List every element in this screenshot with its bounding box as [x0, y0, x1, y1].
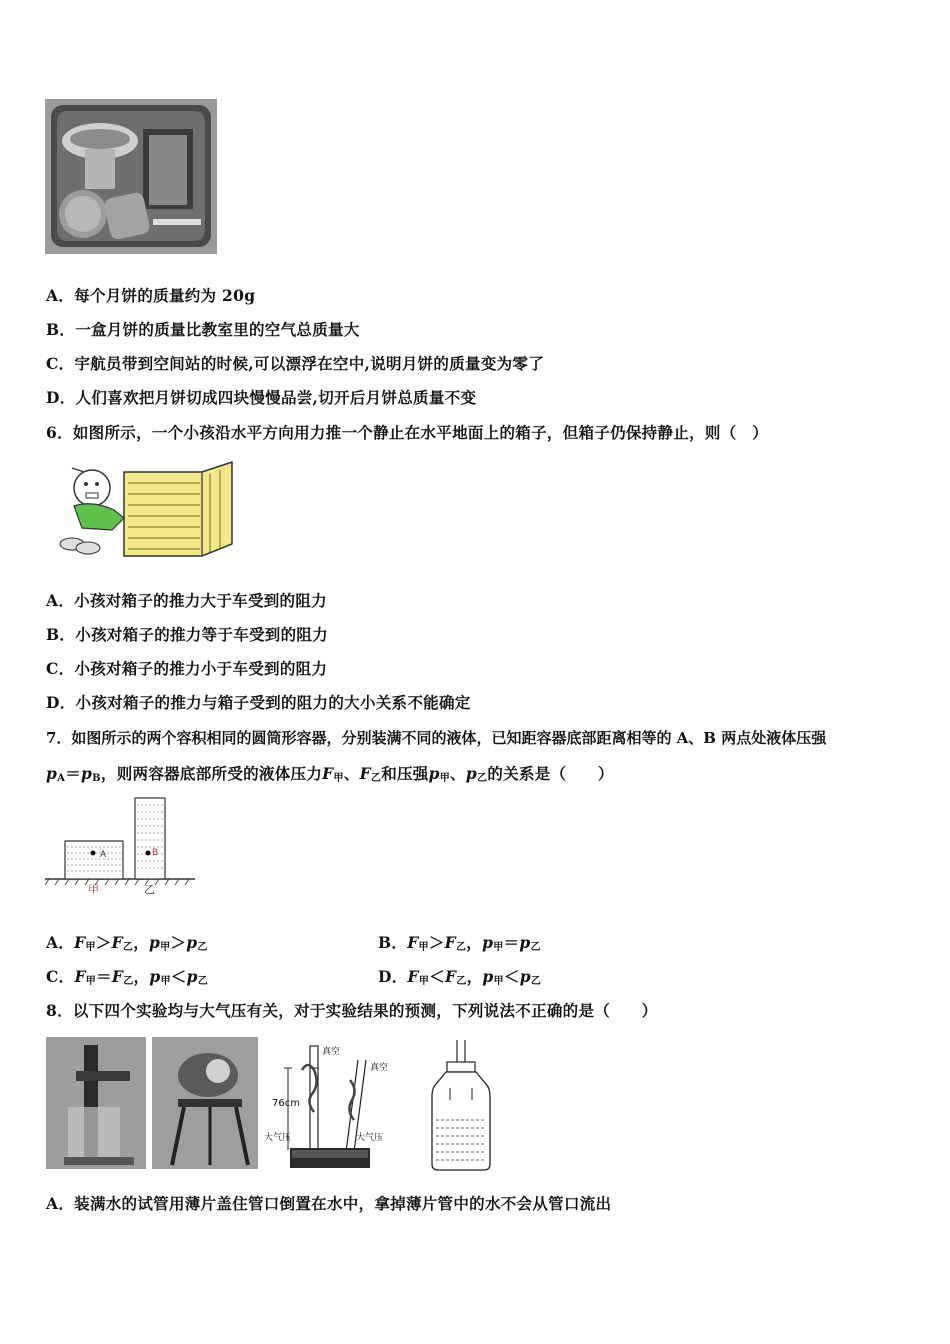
symbol-p: p — [519, 933, 531, 952]
q5-option-b[interactable] — [46, 320, 360, 340]
q5-option-c-letter: C． — [46, 354, 75, 373]
symbol-f: F — [407, 933, 419, 952]
subscript: 甲 — [493, 976, 504, 987]
subscript: 甲 — [439, 773, 451, 784]
q7-stem-line1: 7．如图所示的两个容积相同的圆筒形容器，分别装满不同的液体，已知距容器底部距离相等的 A、B 两点处液体压强 — [46, 729, 827, 747]
subscript: 乙 — [456, 976, 467, 987]
container-yi-label: 乙 — [144, 883, 155, 896]
q5-option-a-letter: A． — [46, 286, 75, 305]
operator: ＞ — [95, 933, 112, 952]
q6-option-d-text: 小孩对箱子的推力与箱子受到的阻力的大小关系不能确定 — [75, 693, 471, 712]
subscript: 乙 — [477, 773, 488, 784]
q7-stem-line2 — [46, 764, 614, 789]
q5-option-d[interactable] — [46, 388, 476, 408]
q7-option-b[interactable] — [378, 933, 541, 958]
q6-option-c-letter: C． — [46, 659, 75, 678]
subscript: 甲 — [493, 942, 504, 953]
experiment-photo-stand — [152, 1037, 258, 1169]
separator: ， — [466, 933, 483, 952]
q5-option-d-letter: D． — [46, 388, 76, 407]
subscript: 乙 — [123, 976, 134, 987]
q5-option-c-text: 宇航员带到空间站的时候,可以漂浮在空中,说明月饼的质量变为零了 — [74, 354, 545, 373]
symbol-f: F — [322, 764, 334, 783]
q6-option-c-text: 小孩对箱子的推力小于车受到的阻力 — [74, 659, 328, 678]
operator: ＝ — [96, 967, 112, 986]
symbol-f: F — [444, 967, 457, 986]
stem-text: 和压强 — [381, 764, 429, 783]
subscript: 甲 — [160, 976, 171, 987]
container-jia-label: 甲 — [88, 883, 99, 896]
symbol-p: p — [149, 967, 161, 986]
q6-option-b-text: 小孩对箱子的推力等于车受到的阻力 — [75, 625, 329, 644]
symbol-f: F — [111, 967, 124, 986]
child-pushing-box-image — [52, 458, 237, 562]
vacuum-label-1: 真空 — [322, 1047, 341, 1057]
height-label: 76cm — [272, 1098, 300, 1109]
q5-option-b-text: 一盒月饼的质量比教室里的空气总质量大 — [75, 320, 360, 339]
subscript: 乙 — [370, 773, 382, 784]
two-containers-diagram — [45, 795, 195, 897]
subscript: 乙 — [122, 942, 134, 953]
atm-label-1: 大气压 — [264, 1133, 292, 1143]
torricelli-diagram — [262, 1040, 404, 1172]
q7-option-c[interactable] — [46, 967, 208, 992]
separator: 、 — [343, 764, 360, 783]
q6-option-d[interactable] — [46, 693, 471, 713]
mooncake-box-image — [45, 99, 217, 254]
operator: ＜ — [170, 967, 187, 986]
subscript: 甲 — [160, 942, 171, 953]
symbol-p: p — [46, 764, 58, 783]
stem-text: ，则两容器底部所受的液体压力 — [100, 764, 323, 783]
symbol-p: p — [186, 933, 198, 952]
subscript: 甲 — [333, 773, 344, 784]
q6-option-c[interactable] — [46, 659, 327, 679]
separator: ， — [133, 967, 150, 986]
symbol-f: F — [74, 933, 86, 952]
subscript: 乙 — [197, 976, 209, 987]
separator: ， — [466, 967, 483, 986]
q6-option-a-letter: A． — [46, 591, 75, 610]
symbol-f: F — [407, 967, 419, 986]
symbol-f: F — [444, 933, 456, 952]
experiment-photo-test-tube — [46, 1037, 146, 1169]
symbol-p: p — [519, 967, 531, 986]
symbol-f: F — [111, 933, 123, 952]
subscript: 乙 — [455, 942, 467, 953]
point-b-marker — [146, 851, 151, 856]
q5-option-b-letter: B． — [46, 320, 76, 339]
subscript: 乙 — [530, 976, 542, 987]
separator: ， — [133, 933, 150, 952]
subscript: 甲 — [418, 976, 430, 987]
subscript: B — [92, 773, 101, 784]
operator: ＞ — [170, 933, 187, 952]
q8-option-a-text: 装满水的试管用薄片盖住管口倒置在水中，拿掉薄片管中的水不会从管口流出 — [74, 1194, 612, 1213]
option-letter: C． — [46, 967, 75, 986]
q6-option-b-letter: B． — [46, 625, 76, 644]
point-a-marker — [91, 851, 96, 856]
option-letter: A． — [46, 933, 75, 952]
atm-label-2: 大气压 — [356, 1133, 384, 1143]
operator: ＝ — [503, 933, 520, 952]
q6-option-b[interactable] — [46, 625, 328, 645]
symbol-p: p — [465, 764, 477, 783]
subscript: 乙 — [197, 942, 208, 953]
q8-option-a[interactable] — [46, 1194, 611, 1214]
bottle-diagram — [426, 1040, 496, 1172]
operator: ＜ — [503, 967, 520, 986]
point-b-label: B — [152, 848, 159, 858]
operator: ＜ — [429, 967, 445, 986]
q5-option-a-text: 每个月饼的质量约为 20g — [74, 286, 256, 305]
q6-option-d-letter: D． — [46, 693, 76, 712]
subscript: 甲 — [85, 976, 97, 987]
symbol-p: p — [81, 764, 93, 783]
q6-option-a[interactable] — [46, 591, 327, 611]
option-letter: B． — [378, 933, 408, 952]
subscript: 甲 — [418, 942, 429, 953]
q7-option-a[interactable] — [46, 933, 208, 958]
stem-text: 的关系是（ ） — [487, 764, 614, 783]
operator: ＞ — [428, 933, 445, 952]
symbol-p: p — [428, 764, 440, 783]
q5-option-c[interactable] — [46, 354, 544, 374]
subscript: 甲 — [85, 942, 96, 953]
q7-option-d[interactable] — [378, 967, 541, 992]
vacuum-label-2: 真空 — [370, 1063, 389, 1073]
separator: 、 — [450, 764, 466, 783]
equals-sign: ＝ — [65, 764, 82, 783]
subscript: 乙 — [530, 942, 541, 953]
symbol-p: p — [482, 933, 494, 952]
q8-option-a-letter: A． — [46, 1194, 75, 1213]
symbol-f: F — [359, 764, 371, 783]
symbol-p: p — [149, 933, 161, 952]
q8-stem: 8．以下四个实验均与大气压有关，对于实验结果的预测，下列说法不正确的是（ ） — [46, 1001, 658, 1020]
q6-stem: 6．如图所示，一个小孩沿水平方向用力推一个静止在水平地面上的箱子，但箱子仍保持静止，则（ ） — [46, 423, 769, 442]
q5-option-a[interactable] — [46, 286, 255, 306]
symbol-p: p — [186, 967, 198, 986]
option-letter: D． — [378, 967, 408, 986]
q5-option-d-text: 人们喜欢把月饼切成四块慢慢品尝,切开后月饼总质量不变 — [75, 388, 477, 407]
symbol-p: p — [482, 967, 494, 986]
q6-option-a-text: 小孩对箱子的推力大于车受到的阻力 — [74, 591, 327, 610]
subscript: A — [57, 773, 66, 784]
symbol-f: F — [74, 967, 86, 986]
point-a-label: A — [100, 850, 107, 860]
